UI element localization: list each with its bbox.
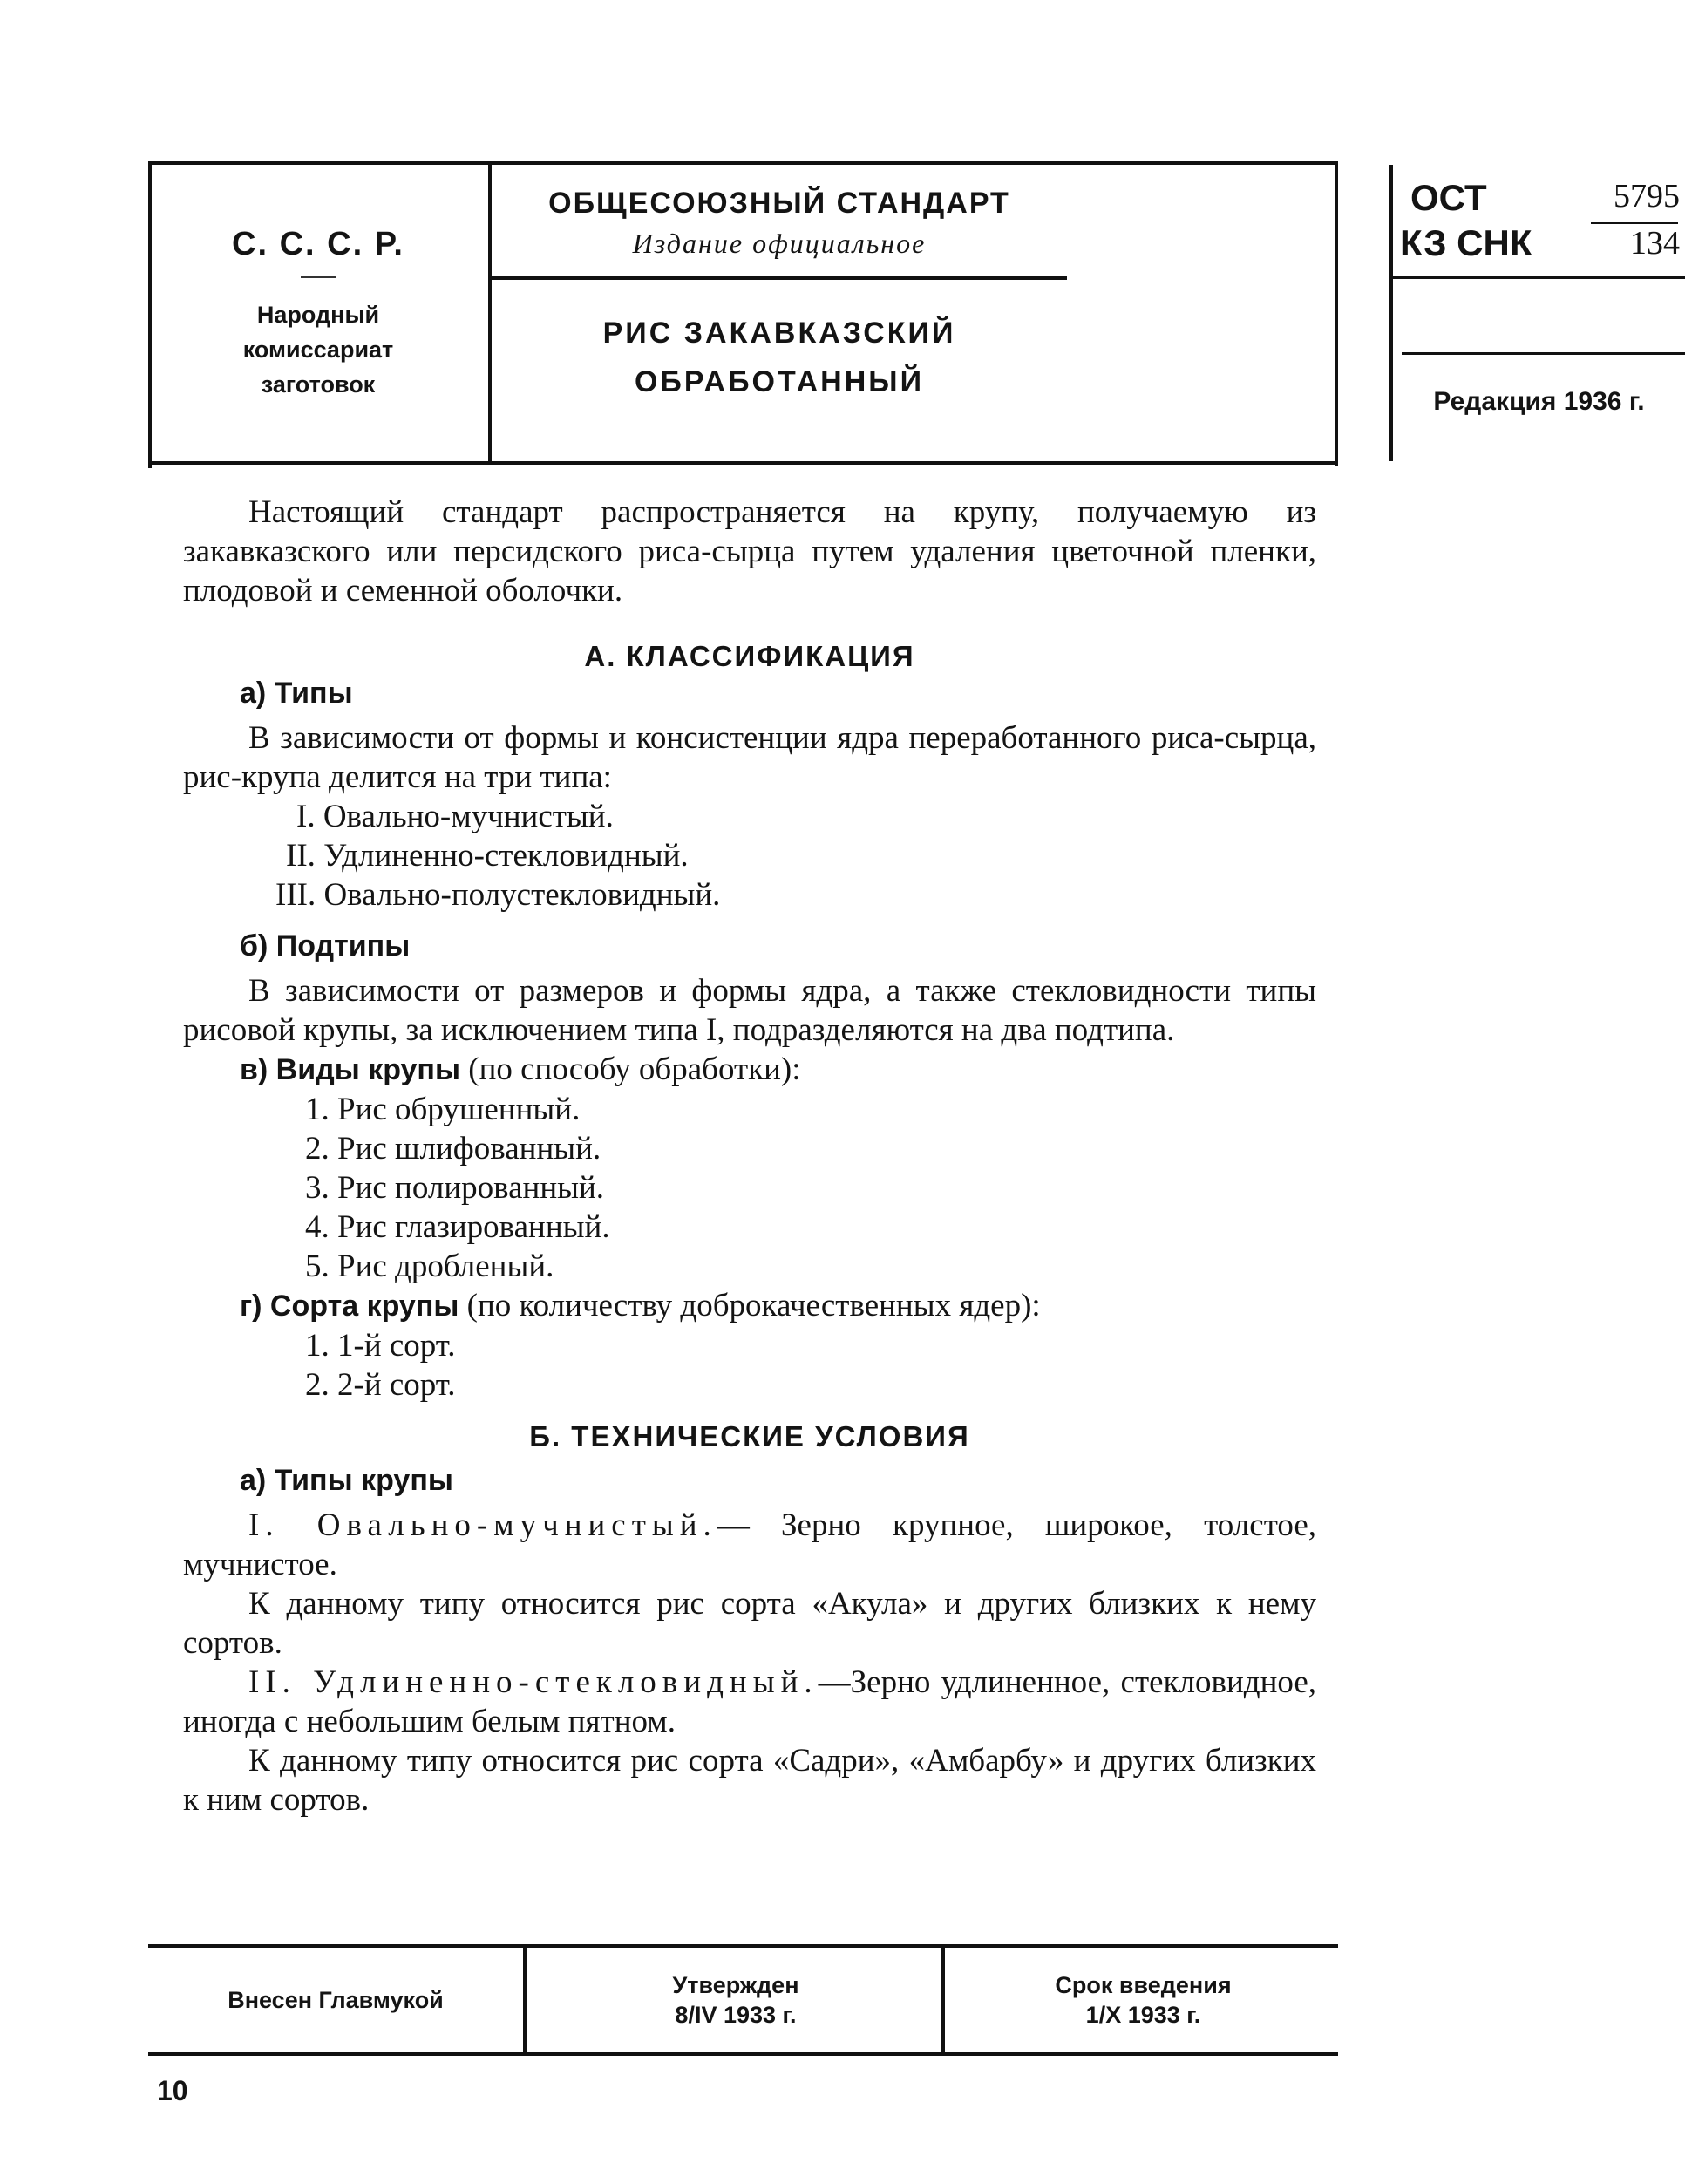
- approved-cell: [523, 1948, 945, 2052]
- divider: [301, 276, 336, 278]
- type2-name: II. Удлиненно-стекловидный.: [248, 1664, 819, 1700]
- submitted-by: Внесен Главмукой: [228, 1987, 444, 2013]
- title-column: [488, 165, 1680, 461]
- standard-header: [148, 161, 1680, 465]
- kinds-note: (по способу обработки):: [468, 1051, 801, 1087]
- type2-text: —Зерно удлиненное, стекловидное, иногда с небольшим белым пятном.: [183, 1664, 1316, 1739]
- type1-paragraph: [183, 1506, 1316, 1584]
- grades-heading: г) Сорта крупы: [240, 1289, 459, 1323]
- kz-number: 134: [1630, 225, 1680, 262]
- org-line: комиссариат: [242, 337, 394, 363]
- grades-line: [183, 1286, 1316, 1326]
- approval-footer: [148, 1944, 1338, 2056]
- type2-note: К данному типу относится рис сорта «Садри», «Амбарбу» и других близких к ним сортов.: [183, 1743, 1316, 1818]
- ost-number: 5795: [1614, 178, 1680, 214]
- product-line: РИС ЗАКАВКАЗСКИЙ: [602, 316, 956, 350]
- list-item: 1. 1-й сорт.: [305, 1328, 456, 1364]
- list-item: 1. Рис обрушенный.: [305, 1092, 581, 1127]
- section-title-classification: А. КЛАССИФИКАЦИЯ: [584, 640, 915, 672]
- submitted-cell: [148, 1948, 523, 2052]
- list-item: III. Овально-полустекловидный.: [275, 877, 721, 913]
- types-heading: а) Типы: [240, 677, 353, 710]
- list-item: 2. Рис шлифованный.: [305, 1131, 601, 1167]
- grades-note: (по количеству доброкачественных ядер):: [466, 1288, 1041, 1323]
- designation-box: [1389, 165, 1685, 461]
- divider: [1402, 352, 1685, 355]
- subtypes-heading: б) Подтипы: [240, 929, 411, 963]
- type1-note: К данному типу относится рис сорта «Акула» и других близких к нему сортов.: [183, 1586, 1316, 1661]
- list-item: II. Удлиненно-стекловидный.: [286, 838, 689, 874]
- types-list: [183, 797, 1316, 915]
- kinds-heading: в) Виды крупы: [240, 1053, 461, 1086]
- org-line: Народный: [256, 302, 380, 328]
- ost-label: ОСТ: [1410, 177, 1487, 218]
- header-right-border: [1335, 165, 1338, 466]
- type1-text: — Зерно крупное, широкое, толстое, мучнистое.: [183, 1507, 1316, 1582]
- approved-date: 8/IV 1933 г.: [675, 2002, 797, 2028]
- list-item: 2. 2-й сорт.: [305, 1367, 456, 1403]
- grades-list: [183, 1326, 1316, 1405]
- effective-cell: [941, 1948, 1342, 2052]
- page-number: 10: [157, 2075, 188, 2106]
- document-body: [183, 493, 1316, 1820]
- effective-date: 1/X 1933 г.: [1085, 2002, 1201, 2028]
- list-item: I. Овально-мучнистый.: [296, 799, 614, 834]
- kinds-line: [183, 1050, 1316, 1090]
- section-title-technical: Б. ТЕХНИЧЕСКИЕ УСЛОВИЯ: [529, 1420, 970, 1453]
- country-label: С. С. С. Р.: [232, 226, 404, 262]
- standard-subtitle: Издание официальное: [632, 228, 927, 259]
- effective-label: Срок введения: [1055, 1972, 1232, 1998]
- list-item: 3. Рис полированный.: [305, 1170, 605, 1206]
- edition-label: Редакция 1936 г.: [1433, 387, 1645, 416]
- issuer-org: [148, 297, 488, 402]
- grain-types-heading: а) Типы крупы: [240, 1464, 453, 1497]
- kinds-list: [183, 1090, 1316, 1286]
- issuer-column: [148, 165, 488, 461]
- type2-paragraph: [183, 1663, 1316, 1741]
- product-title: [492, 309, 1067, 406]
- subtypes-paragraph: В зависимости от размеров и формы ядра, а также стекловидности типы рисовой крупы, за исключением типа I, подразделяются на два подтипа.: [183, 973, 1316, 1048]
- divider: [1393, 276, 1685, 279]
- product-line: ОБРАБОТАННЫЙ: [634, 365, 925, 398]
- type1-name: I. Овально-мучнистый.: [248, 1507, 717, 1543]
- org-line: заготовок: [261, 371, 376, 398]
- kz-label: КЗ СНК: [1400, 222, 1532, 263]
- standard-title: ОБЩЕСОЮЗНЫЙ СТАНДАРТ: [548, 187, 1010, 220]
- types-paragraph: В зависимости от формы и консистенции ядра переработанного риса-сырца, рис-крупа делится на три типа:: [183, 720, 1316, 795]
- intro-paragraph: Настоящий стандарт распространяется на крупу, получаемую из закавказского или персидского риса-сырца путем удаления цветочной пленки, плодовой и семенной оболочки.: [183, 494, 1316, 609]
- divider: [492, 276, 1067, 280]
- list-item: 4. Рис глазированный.: [305, 1209, 610, 1245]
- approved-label: Утвержден: [672, 1972, 799, 1998]
- list-item: 5. Рис дробленый.: [305, 1248, 554, 1284]
